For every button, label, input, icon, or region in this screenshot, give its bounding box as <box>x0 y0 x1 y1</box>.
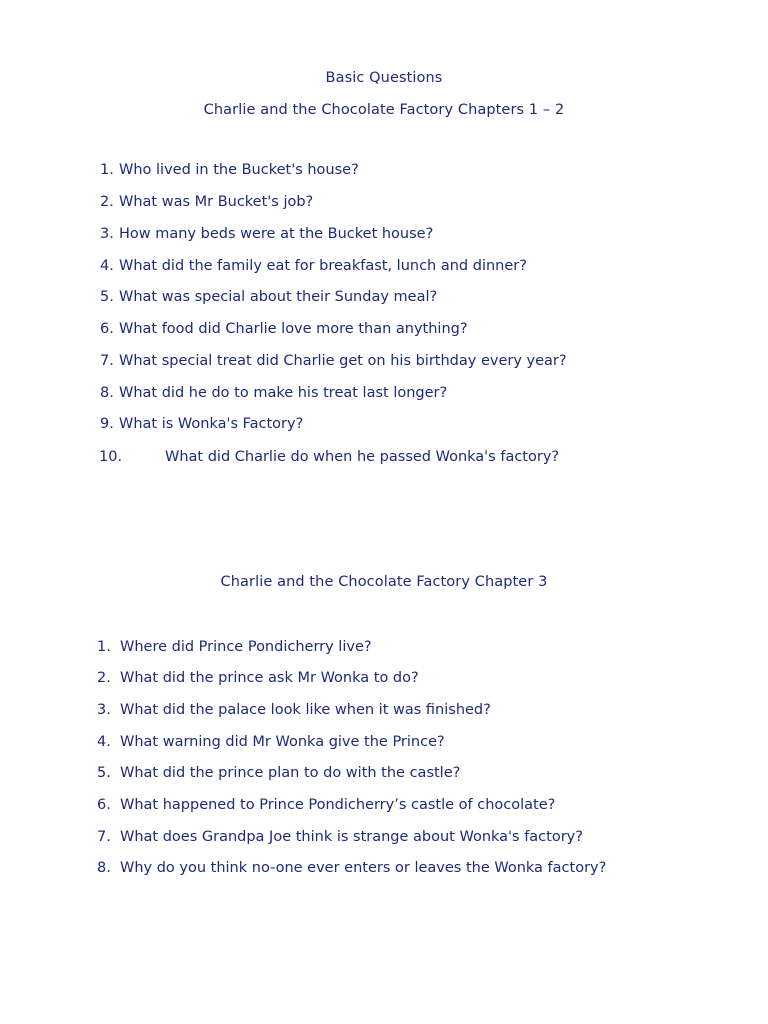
question-number: 5. <box>100 289 114 305</box>
question-text: Who lived in the Bucket's house? <box>119 162 359 178</box>
question-number: 8. <box>97 860 111 876</box>
question-number: 3. <box>97 702 111 718</box>
section1-title: Charlie and the Chocolate Factory Chapters 1 – 2 <box>203 102 565 118</box>
question-number: 9. <box>100 416 114 432</box>
question-number: 1. <box>100 162 114 178</box>
question-number: 4. <box>100 258 114 274</box>
question-number: 10. <box>99 449 123 465</box>
question-text: Where did Prince Pondicherry live? <box>120 639 372 655</box>
question-text: What was special about their Sunday meal? <box>119 289 438 305</box>
question-number: 2. <box>97 670 111 686</box>
question-text: What was Mr Bucket's job? <box>119 194 314 210</box>
question-text: What did the palace look like when it was finished? <box>120 702 491 718</box>
question-text: What food did Charlie love more than anything? <box>119 321 468 337</box>
question-text: What did Charlie do when he passed Wonka's factory? <box>165 449 560 465</box>
question-text: What did the prince ask Mr Wonka to do? <box>120 670 419 686</box>
question-text: What is Wonka's Factory? <box>119 416 304 432</box>
question-number: 6. <box>97 797 111 813</box>
question-number: 7. <box>100 353 114 369</box>
question-number: 8. <box>100 385 114 401</box>
section2-title: Charlie and the Chocolate Factory Chapter 3 <box>220 574 548 590</box>
question-text: Why do you think no-one ever enters or leaves the Wonka factory? <box>120 860 607 876</box>
question-number: 5. <box>97 765 111 781</box>
question-number: 2. <box>100 194 114 210</box>
question-text: What warning did Mr Wonka give the Prince? <box>120 734 445 750</box>
question-number: 4. <box>97 734 111 750</box>
question-text: What did he do to make his treat last longer? <box>119 385 448 401</box>
document-title: Basic Questions <box>325 70 443 86</box>
question-number: 3. <box>100 226 114 242</box>
question-number: 1. <box>97 639 111 655</box>
question-text: How many beds were at the Bucket house? <box>119 226 434 242</box>
question-text: What did the prince plan to do with the castle? <box>120 765 461 781</box>
question-number: 6. <box>100 321 114 337</box>
question-text: What happened to Prince Pondicherry’s castle of chocolate? <box>120 797 556 813</box>
question-text: What special treat did Charlie get on his birthday every year? <box>119 353 567 369</box>
question-number: 7. <box>97 829 111 845</box>
question-text: What did the family eat for breakfast, lunch and dinner? <box>119 258 527 274</box>
question-text: What does Grandpa Joe think is strange about Wonka's factory? <box>120 829 583 845</box>
